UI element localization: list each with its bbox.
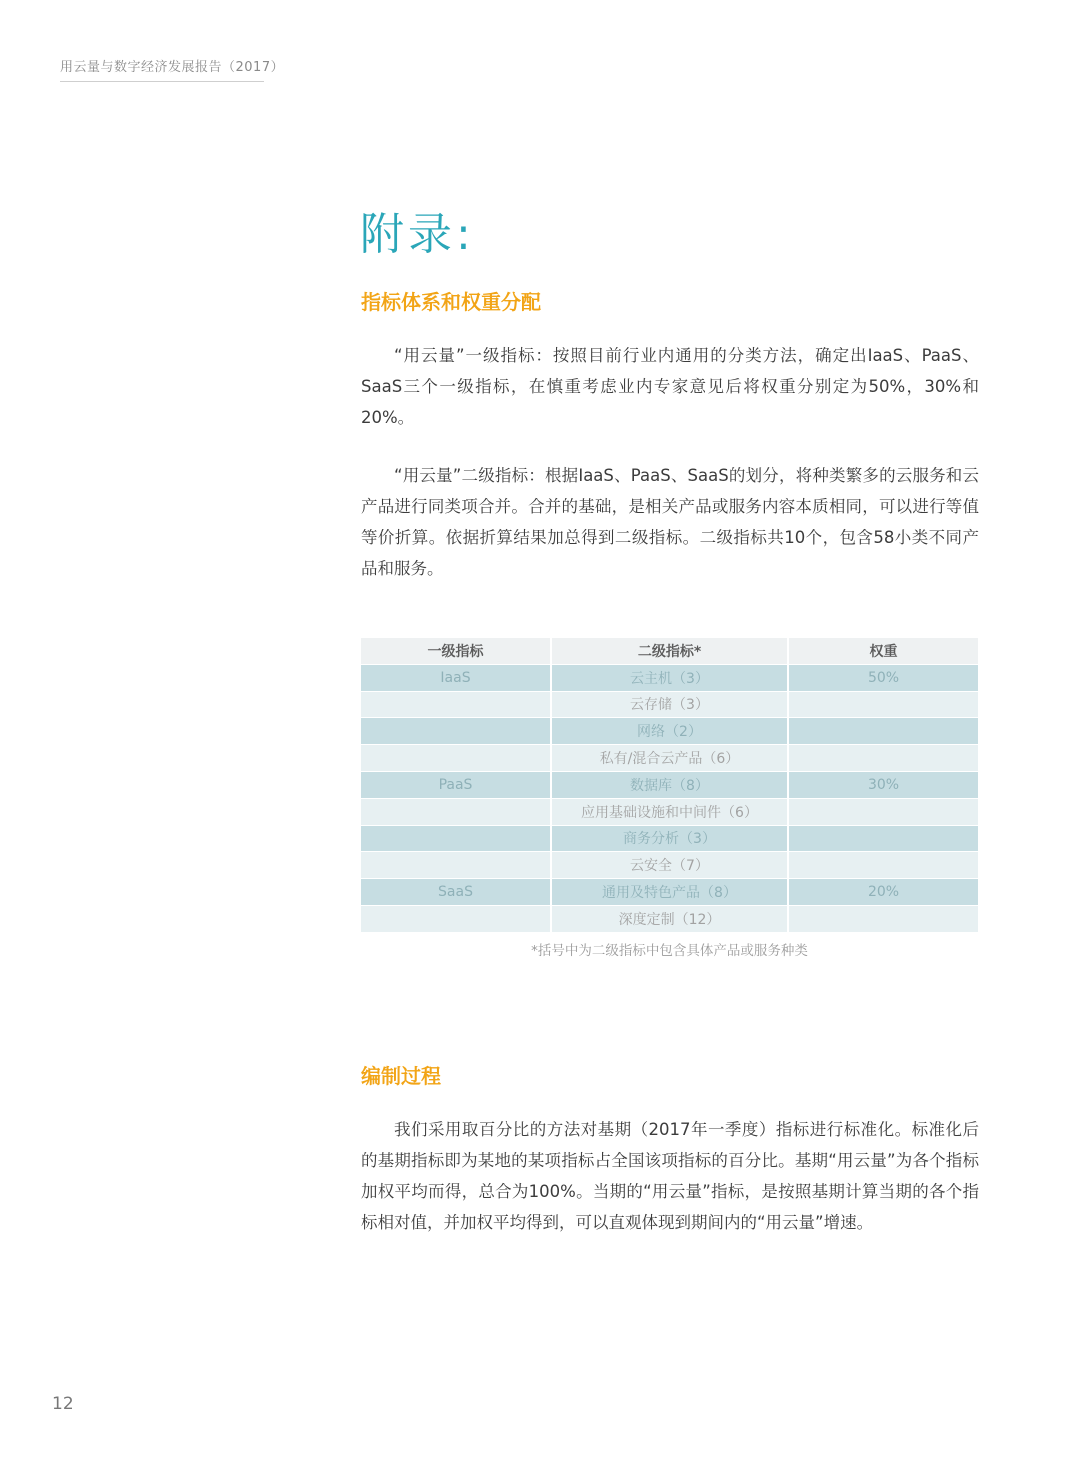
cell-level2: 云存储（3）: [551, 691, 788, 718]
table-row: [361, 718, 978, 745]
header-level1: 一级指标: [361, 638, 551, 664]
cell-weight: [788, 798, 978, 825]
cell-level2: 深度定制（12）: [551, 905, 788, 932]
cell-level1: [361, 745, 551, 772]
table-row: [361, 852, 978, 879]
indicator-weight-table: [361, 638, 978, 933]
cell-level2: 云主机（3）: [551, 664, 788, 691]
cell-weight: [788, 905, 978, 932]
running-header: 用云量与数字经济发展报告（2017）: [60, 56, 264, 82]
table-row: [361, 879, 978, 906]
cell-level2: 商务分析（3）: [551, 825, 788, 852]
paragraph-level2-indicators: “用云量”二级指标：根据IaaS、PaaS、SaaS的划分，将种类繁多的云服务和云产品进行同类项合并。合并的基础，是相关产品或服务内容本质相同，可以进行等值等价折算。依据折算结果加总得到二级指标。二级指标共10个，包含58小类不同产品和服务。: [361, 466, 979, 578]
paragraph-level1-indicators: “用云量”一级指标：按照目前行业内通用的分类方法，确定出IaaS、PaaS、SaaS三个一级指标，在慎重考虑业内专家意见后将权重分别定为50%，30%和20%。: [361, 346, 979, 427]
table-row: [361, 771, 978, 798]
cell-level1: [361, 798, 551, 825]
table-row: [361, 798, 978, 825]
cell-level2: 数据库（8）: [551, 771, 788, 798]
cell-level1: [361, 691, 551, 718]
cell-level2: 云安全（7）: [551, 852, 788, 879]
cell-weight: [788, 745, 978, 772]
table-footnote: *括号中为二级指标中包含具体产品或服务种类: [531, 943, 808, 959]
section-heading-compilation: 编制过程: [361, 1064, 441, 1088]
table-row: [361, 745, 978, 772]
header-weight: 权重: [788, 638, 978, 664]
cell-level1: IaaS: [361, 664, 551, 691]
section-heading-indicators: 指标体系和权重分配: [361, 290, 541, 314]
table-row: [361, 691, 978, 718]
cell-weight: [788, 718, 978, 745]
cell-level1: [361, 718, 551, 745]
cell-level1: [361, 852, 551, 879]
table-row: [361, 825, 978, 852]
header-level2: 二级指标*: [551, 638, 788, 664]
table-row: [361, 905, 978, 932]
cell-level2: 网络（2）: [551, 718, 788, 745]
cell-level2: 通用及特色产品（8）: [551, 879, 788, 906]
cell-weight: 50%: [788, 664, 978, 691]
paragraph-compilation-process: 我们采用取百分比的方法对基期（2017年一季度）指标进行标准化。标准化后的基期指标即为某地的某项指标占全国该项指标的百分比。基期“用云量”为各个指标加权平均而得，总合为100%。当期的“用云量”指标，是按照基期计算当期的各个指标相对值，并加权平均得到，可以直观体现到期间内的“用云量”增速。: [361, 1120, 979, 1232]
cell-weight: [788, 852, 978, 879]
cell-level1: SaaS: [361, 879, 551, 906]
cell-level1: PaaS: [361, 771, 551, 798]
cell-level1: [361, 905, 551, 932]
cell-weight: 30%: [788, 771, 978, 798]
cell-level2: 私有/混合云产品（6）: [551, 745, 788, 772]
table-header-row: [361, 638, 978, 664]
cell-weight: [788, 825, 978, 852]
cell-weight: 20%: [788, 879, 978, 906]
table-row: [361, 664, 978, 691]
cell-level2: 应用基础设施和中间件（6）: [551, 798, 788, 825]
appendix-title: 附录:: [360, 209, 475, 260]
page-number: 12: [52, 1394, 74, 1414]
cell-level1: [361, 825, 551, 852]
cell-weight: [788, 691, 978, 718]
